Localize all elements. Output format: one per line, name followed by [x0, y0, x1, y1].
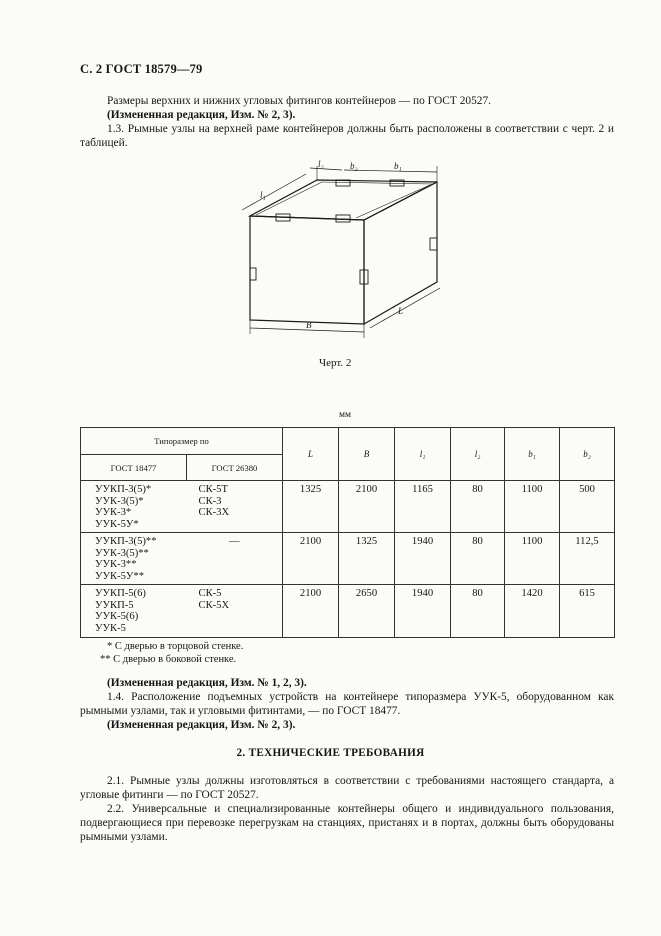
edit-note-2-3: (Измененная редакция, Изм. № 2, 3). [107, 719, 296, 731]
table-row [81, 585, 615, 638]
cell-gost2-list: СК-5 СК-5Х [187, 585, 283, 638]
fitting-side-right [430, 238, 437, 250]
cell-l1: 1940 [395, 533, 451, 585]
table-row [81, 533, 615, 585]
paragraph-2-1: 2.1. Рымные узлы должны изготовляться в соответствии с требованиями настоящего стандарта, а угловые фитинги — по ГОСТ 20527. [80, 775, 614, 801]
cell-gost2-list: — [187, 533, 283, 585]
header-B: B [339, 428, 395, 481]
cell-b1: 1100 [505, 533, 560, 585]
header-l1: l₁ [395, 428, 451, 481]
label-b1: b₁ [394, 161, 402, 171]
header-typesize: Типоразмер по [81, 428, 283, 455]
label-L: L [398, 306, 404, 316]
cell-l1: 1940 [395, 585, 451, 638]
cell-L: 1325 [283, 481, 339, 533]
cell-l2: 80 [451, 481, 505, 533]
dim-line-b1 [344, 170, 437, 172]
cell-gost2-list: СК-5Т СК-3 СК-3Х [187, 481, 283, 533]
cell-L: 2100 [283, 533, 339, 585]
units-label: мм [339, 410, 352, 420]
cell-b1: 1100 [505, 481, 560, 533]
cell-B: 2100 [339, 481, 395, 533]
table-row [81, 481, 615, 533]
dim-line-l1 [242, 174, 306, 210]
paragraph-1-4: 1.4. Расположение подъемных устройств на контейнере типоразмера УУК-5, оборудованном как рымными узлами, так и угловыми фитинтами, — по ГОСТ 18477. [80, 691, 614, 717]
header-l2: l₂ [451, 428, 505, 481]
cell-b1: 1420 [505, 585, 560, 638]
label-l2: l₂ [318, 159, 324, 169]
paragraph-1-3 [80, 122, 614, 150]
figure-caption: Черт. 2 [319, 357, 352, 369]
header-gost-18477: ГОСТ 18477 [81, 455, 187, 481]
cell-b2: 112,5 [560, 533, 615, 585]
edit-note-1-2-3: (Измененная редакция, Изм. № 1, 2, 3). [107, 677, 307, 689]
edit-note: (Измененная редакция, Изм. № 2, 3). [107, 109, 296, 121]
fitting-side-left [250, 268, 256, 280]
spec-table [80, 427, 615, 638]
paragraph-text: Размеры верхних и нижних угловых фитингов контейнеров — по ГОСТ 20527. [107, 95, 492, 107]
header-gost-26380: ГОСТ 26380 [187, 455, 283, 481]
cell-B: 2650 [339, 585, 395, 638]
right-face [364, 182, 437, 324]
section-title: 2. ТЕХНИЧЕСКИЕ ТРЕБОВАНИЯ [236, 747, 425, 759]
cell-L: 2100 [283, 585, 339, 638]
paragraph-text: 1.3. Рымные узлы на верхней раме контейнеров должны быть расположены в соответствии с черт. 2 и таблицей. [80, 123, 614, 149]
label-l1: l₁ [260, 190, 266, 200]
cell-gost1-list: УУКП-3(5)** УУК-3(5)** УУК-3** УУК-5У** [81, 533, 187, 585]
dim-line-l2 [310, 168, 342, 170]
front-face [250, 216, 364, 324]
container-drawing [232, 158, 442, 348]
paragraph-2-2: 2.2. Универсальные и специализированные контейнеры общего и индивидуального пользования, подвергающиеся при перевозке перегрузкам на станциях, пристанях и в портах, должны быть оборудованы рымными узлами. [80, 803, 614, 843]
cell-b2: 500 [560, 481, 615, 533]
footnote-side-door: ** С дверью в боковой стенке. [100, 654, 237, 665]
label-B: B [306, 320, 312, 330]
dim-line-L [370, 288, 440, 328]
cell-l2: 80 [451, 585, 505, 638]
cell-gost1-list: УУКП-3(5)* УУК-3(5)* УУК-3* УУК-5У* [81, 481, 187, 533]
header-L: L [283, 428, 339, 481]
header-b2: b₂ [560, 428, 615, 481]
label-b2: b₂ [350, 161, 358, 171]
cell-gost1-list: УУКП-5(6) УУКП-5 УУК-5(6) УУК-5 [81, 585, 187, 638]
paragraph-fitting-sizes [80, 94, 614, 122]
header-b1: b₁ [505, 428, 560, 481]
footnote-end-door: * С дверью в торцовой стенке. [107, 641, 244, 652]
cell-l1: 1165 [395, 481, 451, 533]
page-header: С. 2 ГОСТ 18579—79 [80, 62, 203, 76]
cell-B: 1325 [339, 533, 395, 585]
cell-b2: 615 [560, 585, 615, 638]
cell-l2: 80 [451, 533, 505, 585]
